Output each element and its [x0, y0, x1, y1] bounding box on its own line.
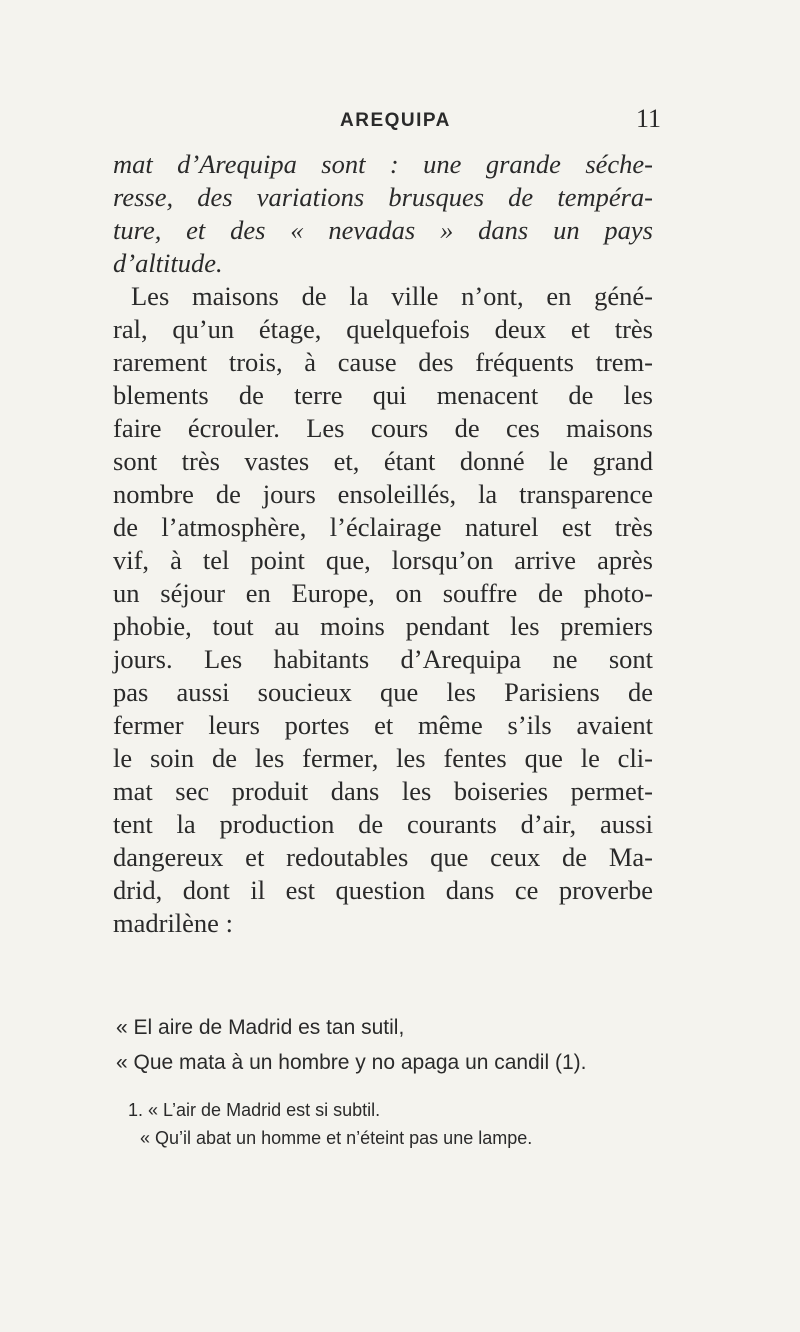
text-line: de l’atmosphère, l’éclairage naturel est très — [113, 512, 653, 542]
text-line: jours. Les habitants d’Arequipa ne sont — [113, 644, 653, 674]
text-line: ral, qu’un étage, quelquefois deux et très — [113, 314, 653, 344]
text-line: un séjour en Europe, on souffre de photo- — [113, 578, 653, 608]
text-line: nombre de jours ensoleillés, la transparence — [113, 479, 653, 509]
text-line: faire écrouler. Les cours de ces maisons — [113, 413, 653, 443]
text-line: mat d’Arequipa sont : une grande séche- — [113, 149, 653, 179]
text-line: Les maisons de la ville n’ont, en géné- — [131, 281, 653, 311]
text-line: dangereux et redoutables que ceux de Ma- — [113, 842, 653, 872]
text-line: tent la production de courants d’air, aussi — [113, 809, 653, 839]
page-number: 11 — [636, 104, 662, 133]
text-line: blements de terre qui menacent de les — [113, 380, 653, 410]
footnote-line: « Qu’il abat un homme et n’éteint pas une lampe. — [140, 1128, 533, 1148]
page-header — [0, 104, 800, 140]
text-line: le soin de les fermer, les fentes que le cli- — [113, 743, 653, 773]
text-line: phobie, tout au moins pendant les premiers — [113, 611, 653, 641]
text-line: mat sec produit dans les boiseries permet- — [113, 776, 653, 806]
body-text — [113, 148, 653, 940]
text-line: sont très vastes et, étant donné le grand — [113, 446, 653, 476]
text-line: pas aussi soucieux que les Parisiens de — [113, 677, 653, 707]
quote-line: « El aire de Madrid es tan sutil, — [116, 1016, 405, 1039]
text-line: ture, et des « nevadas » dans un pays — [113, 215, 653, 245]
footnote — [128, 1096, 688, 1152]
quote-line: « Que mata à un hombre y no apaga un candil (1). — [116, 1051, 587, 1074]
footnote-line: 1. « L’air de Madrid est si subtil. — [128, 1100, 381, 1120]
text-line: resse, des variations brusques de tempéra- — [113, 182, 653, 212]
proverb-quote — [116, 1010, 676, 1080]
running-title: AREQUIPA — [340, 110, 451, 131]
text-line: rarement trois, à cause des fréquents trem- — [113, 347, 653, 377]
text-line: fermer leurs portes et même s’ils avaient — [113, 710, 653, 740]
text-line: d’altitude. — [113, 248, 223, 278]
text-line: madrilène : — [113, 908, 233, 938]
text-line: vif, à tel point que, lorsqu’on arrive après — [113, 545, 653, 575]
text-line: drid, dont il est question dans ce proverbe — [113, 875, 653, 905]
